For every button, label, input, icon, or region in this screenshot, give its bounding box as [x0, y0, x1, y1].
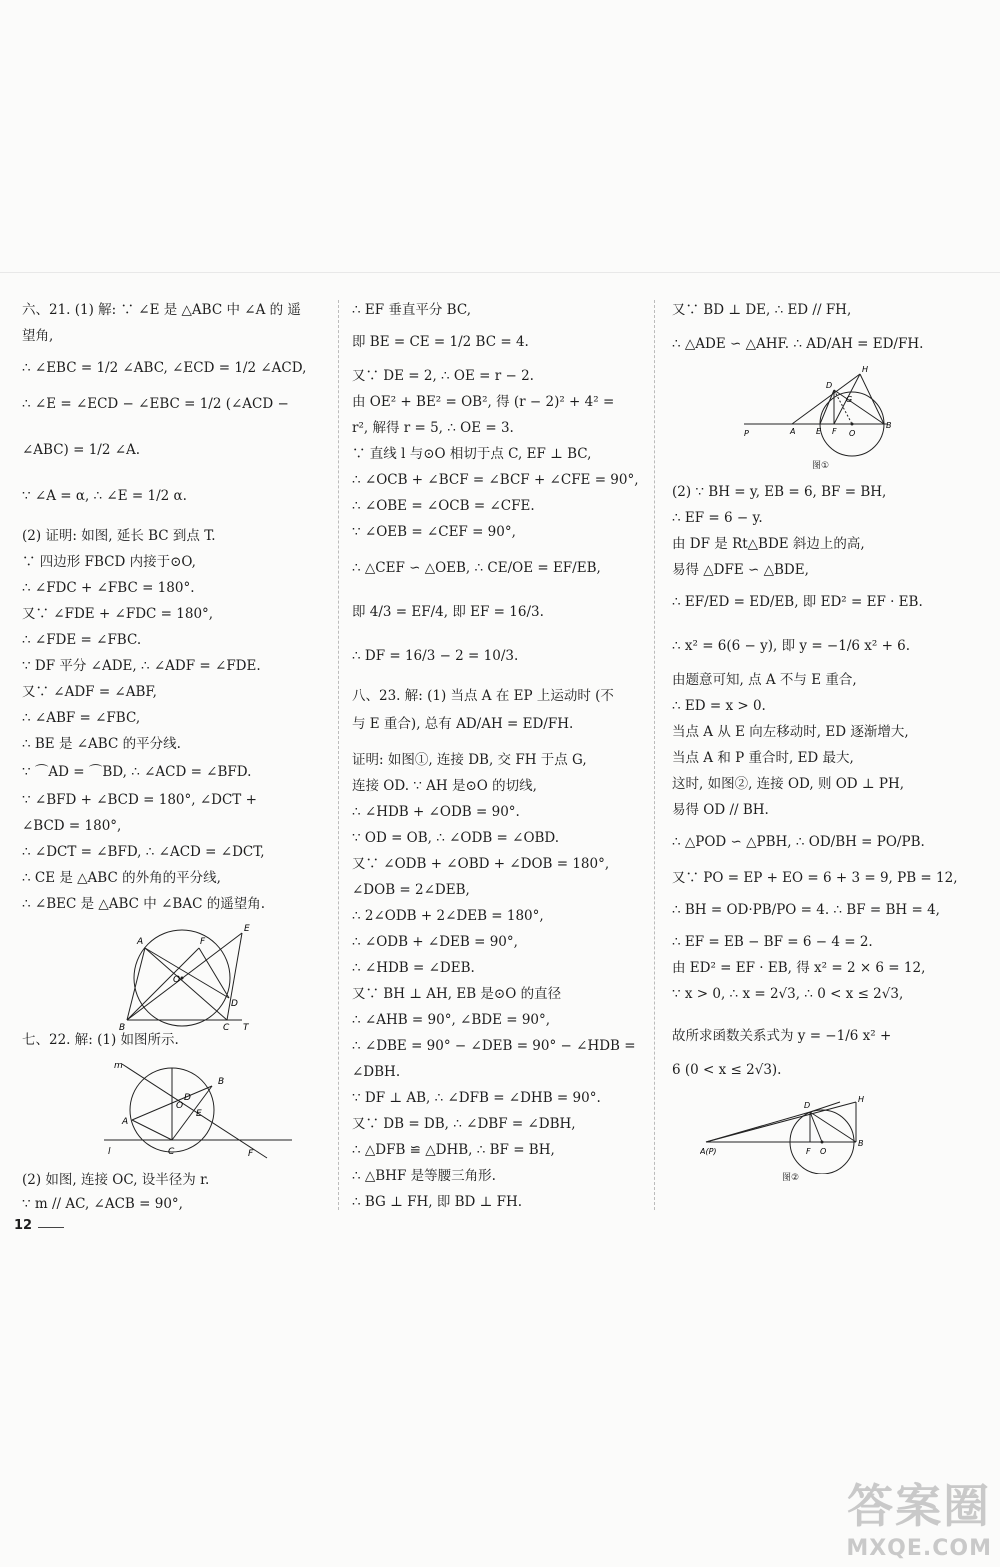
fig22-label-8: F — [248, 1149, 254, 1159]
fig2-label-1: D — [804, 1101, 811, 1110]
c2-line-10: 即 4/3 = EF/4, 即 EF = 16/3. — [352, 604, 544, 620]
column-divider-1 — [338, 300, 339, 1210]
fig21-label-3: O — [173, 975, 181, 985]
fig22-label-1: B — [218, 1077, 225, 1087]
watermark-logo: 答案圈 — [847, 1479, 992, 1533]
c2-line-22: ∴ ∠HDB = ∠DEB. — [352, 960, 475, 976]
c1-line-0: 六、21. (1) 解: ∵ ∠E 是 △ABC 中 ∠A 的 遥 — [22, 302, 301, 318]
fig21-label-0: A — [137, 937, 144, 947]
c3-line-20: 故所求函数关系式为 y = −1/6 x² + — [672, 1028, 892, 1044]
c3-line-21: 6 (0 < x ≤ 2√3). — [672, 1062, 782, 1078]
fig1-label-2: G — [846, 395, 853, 404]
fig22-label-3: E — [196, 1109, 202, 1119]
fig1-caption: 图① — [812, 461, 830, 471]
c1-line-6: (2) 证明: 如图, 延长 BC 到点 T. — [22, 528, 216, 544]
c3-line-7: ∴ x² = 6(6 − y), 即 y = −1/6 x² + 6. — [672, 638, 911, 654]
c1-line-5: ∵ ∠A = α, ∴ ∠E = 1/2 α. — [22, 488, 187, 504]
c3-line-4: 由 DF 是 Rt△BDE 斜边上的高, — [672, 536, 865, 552]
c3-line-13: 易得 OD // BH. — [672, 802, 769, 818]
c2-line-20: ∴ 2∠ODB + 2∠DEB = 180°, — [352, 908, 544, 924]
fig1-label-6: F — [832, 427, 837, 436]
c1-line-22: (2) 如图, 连接 OC, 设半径为 r. — [22, 1172, 210, 1188]
c3-line-0: 又∵ BD ⊥ DE, ∴ ED // FH, — [672, 302, 852, 318]
fig2-label-4: O — [820, 1147, 827, 1156]
c2-line-11: ∴ DF = 16/3 − 2 = 10/3. — [352, 648, 519, 664]
fig21-label-1: F — [200, 937, 206, 947]
c2-line-9: ∴ △CEF ∽ △OEB, ∴ CE/OE = EF/EB, — [352, 560, 601, 576]
c3-line-9: ∴ ED = x > 0. — [672, 698, 766, 714]
figure-1 — [742, 362, 962, 462]
c2-line-15: 连接 OD. ∵ AH 是⊙O 的切线, — [352, 778, 537, 794]
c3-line-5: 易得 △DFE ∽ △BDE, — [672, 562, 809, 578]
watermark — [846, 1470, 992, 1561]
c1-line-23: ∵ m // AC, ∠ACB = 90°, — [22, 1196, 183, 1212]
fig21-label-5: B — [119, 1023, 126, 1033]
page-number-rule — [38, 1227, 64, 1228]
c1-line-11: ∵ DF 平分 ∠ADE, ∴ ∠ADF = ∠FDE. — [22, 658, 261, 674]
c2-line-6: ∴ ∠OCB + ∠BCF = ∠BCF + ∠CFE = 90°, — [352, 472, 639, 488]
c1-line-10: ∴ ∠FDE = ∠FBC. — [22, 632, 142, 648]
fig2-label-3: F — [806, 1147, 811, 1156]
fig22-label-5: D — [184, 1093, 191, 1103]
fig22-label-7: C — [168, 1147, 175, 1157]
c2-line-0: ∴ EF 垂直平分 BC, — [352, 302, 471, 318]
fig2-label-5: B — [858, 1139, 864, 1148]
fig1-label-8: B — [886, 421, 892, 430]
c3-line-1: ∴ △ADE ∽ △AHF. ∴ AD/AH = ED/FH. — [672, 336, 924, 352]
c1-line-9: 又∵ ∠FDE + ∠FDC = 180°, — [22, 606, 214, 622]
c1-line-8: ∴ ∠FDC + ∠FBC = 180°. — [22, 580, 195, 596]
figure-2 — [700, 1094, 890, 1174]
fig21-label-6: C — [223, 1023, 230, 1033]
top-rule — [0, 272, 1000, 273]
fig1-label-0: H — [862, 365, 869, 374]
c2-line-2: 又∵ DE = 2, ∴ OE = r − 2. — [352, 368, 534, 384]
fig2-label-2: A(P) — [700, 1147, 717, 1156]
c1-line-2: ∴ ∠EBC = 1/2 ∠ABC, ∠ECD = 1/2 ∠ACD, — [22, 360, 307, 376]
c1-line-7: ∵ 四边形 FBCD 内接于⊙O, — [22, 554, 196, 570]
c3-line-2: (2) ∵ BH = y, EB = 6, BF = BH, — [672, 484, 887, 500]
c2-line-19: ∠DOB = 2∠DEB, — [352, 882, 470, 898]
c2-line-5: ∵ 直线 l 与⊙O 相切于点 C, EF ⊥ BC, — [352, 446, 592, 462]
c1-line-17: ∠BCD = 180°, — [22, 818, 122, 834]
c3-line-11: 当点 A 和 P 重合时, ED 最大, — [672, 750, 854, 766]
c3-line-10: 当点 A 从 E 向左移动时, ED 逐渐增大, — [672, 724, 909, 740]
c3-line-12: 这时, 如图②, 连接 OD, 则 OD ⊥ PH, — [672, 776, 905, 792]
c2-line-17: ∵ OD = OB, ∴ ∠ODB = ∠OBD. — [352, 830, 560, 846]
figure-21 — [117, 918, 277, 1038]
fig2-label-0: H — [858, 1095, 865, 1104]
fig21-label-7: T — [243, 1023, 249, 1033]
c2-line-4: r², 解得 r = 5, ∴ OE = 3. — [352, 420, 514, 436]
c1-line-14: ∴ BE 是 ∠ABC 的平分线. — [22, 736, 181, 752]
c2-line-23: 又∵ BH ⊥ AH, EB 是⊙O 的直径 — [352, 986, 562, 1002]
figure-22 — [92, 1058, 292, 1168]
c2-line-13: 与 E 重合), 总有 AD/AH = ED/FH. — [352, 716, 574, 732]
c3-line-18: 由 ED² = EF · EB, 得 x² = 2 × 6 = 12, — [672, 960, 926, 976]
page-number: 12 — [14, 1218, 33, 1233]
c2-line-12: 八、23. 解: (1) 当点 A 在 EP 上运动时 (不 — [352, 688, 614, 704]
c1-line-12: 又∵ ∠ADF = ∠ABF, — [22, 684, 157, 700]
c1-line-3: ∴ ∠E = ∠ECD − ∠EBC = 1/2 (∠ACD − — [22, 396, 289, 412]
c2-line-27: ∵ DF ⊥ AB, ∴ ∠DFB = ∠DHB = 90°. — [352, 1090, 601, 1106]
c1-line-13: ∴ ∠ABF = ∠FBC, — [22, 710, 141, 726]
fig22-label-4: A — [122, 1117, 129, 1127]
c3-line-14: ∴ △POD ∽ △PBH, ∴ OD/BH = PO/PB. — [672, 834, 925, 850]
c2-line-18: 又∵ ∠ODB + ∠OBD + ∠DOB = 180°, — [352, 856, 610, 872]
fig21-label-2: E — [244, 924, 250, 934]
fig22-label-0: m — [114, 1061, 123, 1071]
c3-line-19: ∵ x > 0, ∴ x = 2√3, ∴ 0 < x ≤ 2√3, — [672, 986, 904, 1002]
c2-line-25: ∴ ∠DBE = 90° − ∠DEB = 90° − ∠HDB = — [352, 1038, 636, 1054]
c2-line-26: ∠DBH. — [352, 1064, 401, 1080]
c3-line-3: ∴ EF = 6 − y. — [672, 510, 763, 526]
c2-line-21: ∴ ∠ODB + ∠DEB = 90°, — [352, 934, 518, 950]
c2-line-31: ∴ BG ⊥ FH, 即 BD ⊥ FH. — [352, 1194, 523, 1210]
c3-line-17: ∴ EF = EB − BF = 6 − 4 = 2. — [672, 934, 873, 950]
c2-line-28: 又∵ DB = DB, ∴ ∠DBF = ∠DBH, — [352, 1116, 576, 1132]
c3-line-6: ∴ EF/ED = ED/EB, 即 ED² = EF · EB. — [672, 594, 923, 610]
c1-line-16: ∵ ∠BFD + ∠BCD = 180°, ∠DCT + — [22, 792, 257, 808]
c2-line-7: ∴ ∠OBE = ∠OCB = ∠CFE. — [352, 498, 535, 514]
c3-line-8: 由题意可知, 点 A 不与 E 重合, — [672, 672, 857, 688]
fig21-label-4: D — [231, 999, 238, 1009]
c2-line-8: ∵ ∠OEB = ∠CEF = 90°, — [352, 524, 516, 540]
c2-line-3: 由 OE² + BE² = OB², 得 (r − 2)² + 4² = — [352, 394, 615, 410]
fig1-label-1: D — [826, 381, 833, 390]
c1-line-18: ∴ ∠DCT = ∠BFD, ∴ ∠ACD = ∠DCT, — [22, 844, 265, 860]
c1-line-19: ∴ CE 是 △ABC 的外角的平分线, — [22, 870, 221, 886]
c2-line-1: 即 BE = CE = 1/2 BC = 4. — [352, 334, 529, 350]
fig22-label-6: l — [108, 1147, 111, 1157]
fig2-caption: 图② — [782, 1173, 800, 1183]
c2-line-14: 证明: 如图①, 连接 DB, 交 FH 于点 G, — [352, 752, 587, 768]
fig1-label-4: A — [790, 427, 796, 436]
c3-line-15: 又∵ PO = EP + EO = 6 + 3 = 9, PB = 12, — [672, 870, 958, 886]
fig22-label-2: O — [176, 1101, 184, 1111]
fig1-label-5: E — [816, 427, 822, 436]
c3-line-16: ∴ BH = OD·PB/PO = 4. ∴ BF = BH = 4, — [672, 902, 940, 918]
fig1-label-3: P — [744, 429, 749, 438]
c2-line-29: ∴ △DFB ≌ △DHB, ∴ BF = BH, — [352, 1142, 555, 1158]
c2-line-24: ∴ ∠AHB = 90°, ∠BDE = 90°, — [352, 1012, 551, 1028]
c1-line-21: 七、22. 解: (1) 如图所示. — [22, 1032, 179, 1048]
column-divider-2 — [654, 300, 655, 1210]
c1-line-15: ∵ ⌒AD = ⌒BD, ∴ ∠ACD = ∠BFD. — [22, 764, 252, 780]
c1-line-20: ∴ ∠BEC 是 △ABC 中 ∠BAC 的遥望角. — [22, 896, 265, 912]
c1-line-1: 望角, — [22, 328, 54, 344]
watermark-site: MXQE.COM — [846, 1536, 992, 1561]
c2-line-30: ∴ △BHF 是等腰三角形. — [352, 1168, 496, 1184]
c1-line-4: ∠ABC) = 1/2 ∠A. — [22, 442, 141, 458]
fig1-label-7: O — [849, 429, 856, 438]
c2-line-16: ∴ ∠HDB + ∠ODB = 90°. — [352, 804, 520, 820]
